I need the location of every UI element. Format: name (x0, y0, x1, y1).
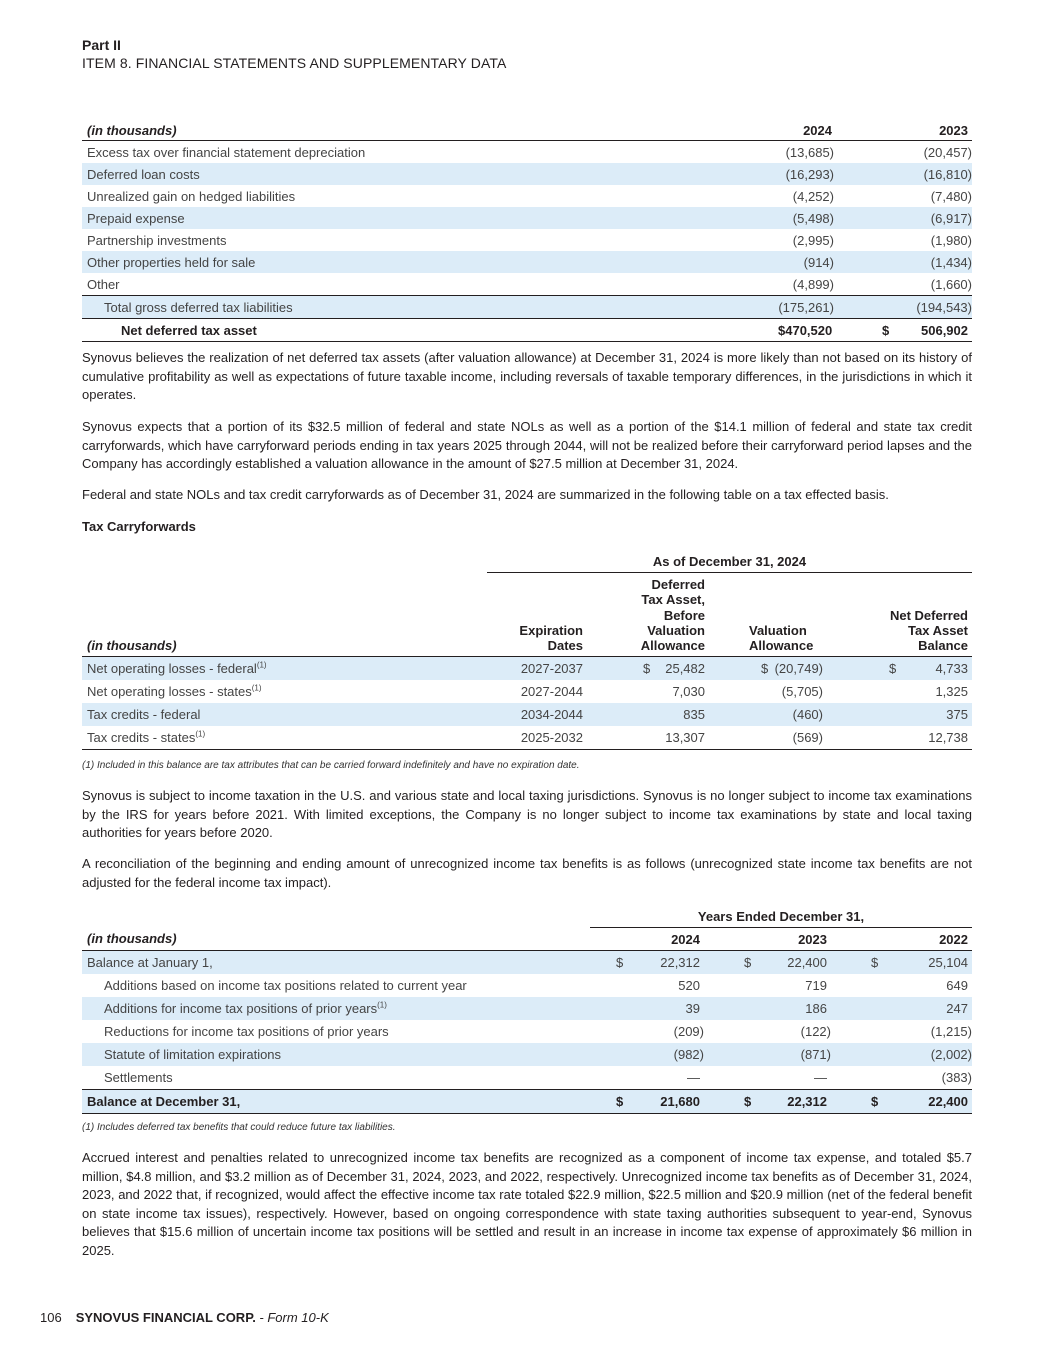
unit-label: (in thousands) (82, 117, 752, 141)
unit-label: (in thousands) (82, 573, 487, 657)
net-row: Net deferred tax asset $ 470,520 $ 506,902 (82, 319, 972, 342)
table-row: Net operating losses - federal$^{(1)}$ 2027-2037 $ 25,482 $ (20,749) $ 4,733 (82, 657, 972, 681)
closing-balance-row: Balance at December 31, $ 21,680 $ 22,312 $ 22,400 (82, 1090, 972, 1114)
table-row: Net operating losses - states$^{(1)}$ 2027-2044 7,030 (5,705) 1,325 (87, 684, 968, 700)
unrecognized-tax-benefits-table (82, 905, 972, 1114)
currency-symbol: $ (882, 322, 890, 338)
form-label: - Form 10-K (255, 1310, 329, 1325)
tax-carryforwards-table (82, 551, 972, 750)
table-row: Tax credits - states$^{(1)}$ 2025-2032 13,307 (569) 12,738 (82, 726, 972, 750)
table-row: Unrealized gain on hedged liabilities (4,252) (7,480) (87, 188, 972, 204)
paragraph: Synovus is subject to income taxation in the U.S. and various state and local taxing jurisdictions. Synovus is no longer subject to income tax examinations by the IRS for years before 2021. With limited exceptions, the Company is no longer subject to income tax examinations by state and local taxing authorities for years before 2020. (82, 788, 972, 840)
total-row: Total gross deferred tax liabilities (175,261) (194,543) (82, 296, 972, 319)
item-title: ITEM 8. FINANCIAL STATEMENTS AND SUPPLEMENTARY DATA (82, 55, 507, 71)
super-header: Years Ended December 31, (590, 905, 972, 928)
paragraph: Synovus expects that a portion of its $32.5 million of federal and state NOLs as well as a portion of the $14.1 million of federal and state tax credit carryforwards, which have carryforward periods ending in tax years 2025 through 2044, will not be realized before their carryforward period lapses and the Company has accordingly established a valuation allowance in the amount of $27.5 million at December 31, 2024. (82, 419, 972, 471)
paragraph: A reconciliation of the beginning and ending amount of unrecognized income tax benefits is as follows (unrecognized state income tax benefits are not adjusted for the federal income tax impact). (82, 856, 972, 890)
part-label: Part II (82, 37, 121, 53)
table-row: Additions based on income tax positions related to current year 520 719 649 (104, 978, 968, 993)
table-row: Statute of limitation expirations (982) (871) (2,002) (82, 1043, 972, 1066)
paragraph: Synovus believes the realization of net deferred tax assets (after valuation allowance) at December 31, 2024 is more likely than not based on its history of cumulative profitability as well as expectations of future taxable income, including reversals of taxable temporary differences, in the jurisdictions in which it operates. (82, 350, 972, 402)
opening-balance-row: Balance at January 1, $ 22,312 $ 22,400 $ 25,104 (82, 951, 972, 975)
section-heading: Tax Carryforwards (82, 519, 196, 534)
paragraph: Federal and state NOLs and tax credit carryforwards as of December 31, 2024 are summarized in the following table on a tax effected basis. (82, 487, 889, 502)
table-row: Tax credits - federal 2034-2044 835 (460) 375 (82, 703, 972, 726)
col-header-2022: 2022 (845, 928, 972, 951)
footnote: (1) Included in this balance are tax attributes that can be carried forward indefinitely and have no expiration date. (82, 760, 580, 771)
col-header-2024: 2024 (590, 928, 718, 951)
currency-symbol: $ (778, 322, 786, 338)
company-name: SYNOVUS FINANCIAL CORP. (75, 1310, 256, 1325)
col-header-2023: 2023 (718, 928, 845, 951)
footnote: (1) Includes deferred tax benefits that could reduce future tax liabilities. (82, 1122, 396, 1133)
table-row: Excess tax over financial statement depreciation (13,685) (20,457) (87, 144, 972, 160)
col-header-2023: 2023 (852, 117, 972, 141)
table-row: Partnership investments (2,995) (1,980) (87, 232, 972, 248)
unit-label: (in thousands) (82, 928, 590, 951)
table-row: Deferred loan costs (16,293) (16,810) (82, 163, 972, 185)
col-header-deferred-tax-asset: Deferred Tax Asset, Before Valuation Allowance (587, 573, 709, 657)
table-row: Reductions for income tax positions of prior years (209) (122) (1,215) (104, 1024, 972, 1039)
table-row: Other properties held for sale (914) (1,434) (82, 251, 972, 273)
col-header-valuation-allowance: Valuation Allowance (709, 573, 837, 657)
table-row: Additions for income tax positions of prior years$^{(1)}$ 39 186 247 (82, 997, 972, 1020)
col-header-net-deferred: Net Deferred Tax Asset Balance (837, 573, 972, 657)
col-header-2024: 2024 (752, 117, 852, 141)
page-number: 106 (40, 1310, 62, 1325)
col-header-expiration: Expiration Dates (487, 573, 587, 657)
table-row: Prepaid expense (5,498) (6,917) (82, 207, 972, 229)
page-footer (40, 1310, 329, 1325)
table-row: Settlements — — (383) (104, 1070, 972, 1085)
deferred-tax-table (82, 117, 972, 342)
paragraph: Accrued interest and penalties related to unrecognized income tax benefits are recognized as a component of income tax expense, and totaled $5.7 million, $4.8 million, and $3.2 million as of December 31, 2024, 2023, and 2022, respectively. Unrecognized income tax benefits as of December 31, 2024, 2023, and 2022 that, if recognized, would affect the effective income tax rate totaled $22.9 million, $22.5 million and $20.9 million (net of the federal benefit on state income tax issues), respectively. However, based on ongoing correspondence with state taxing authorities subsequent to year-end, Synovus believes that $15.6 million of uncertain income tax positions will be settled and result in an increase in income tax expense of approximately $6 million in 2025. (82, 1150, 972, 1258)
table-row: Other (4,899) (1,660) (87, 276, 972, 292)
super-header: As of December 31, 2024 (487, 551, 972, 573)
